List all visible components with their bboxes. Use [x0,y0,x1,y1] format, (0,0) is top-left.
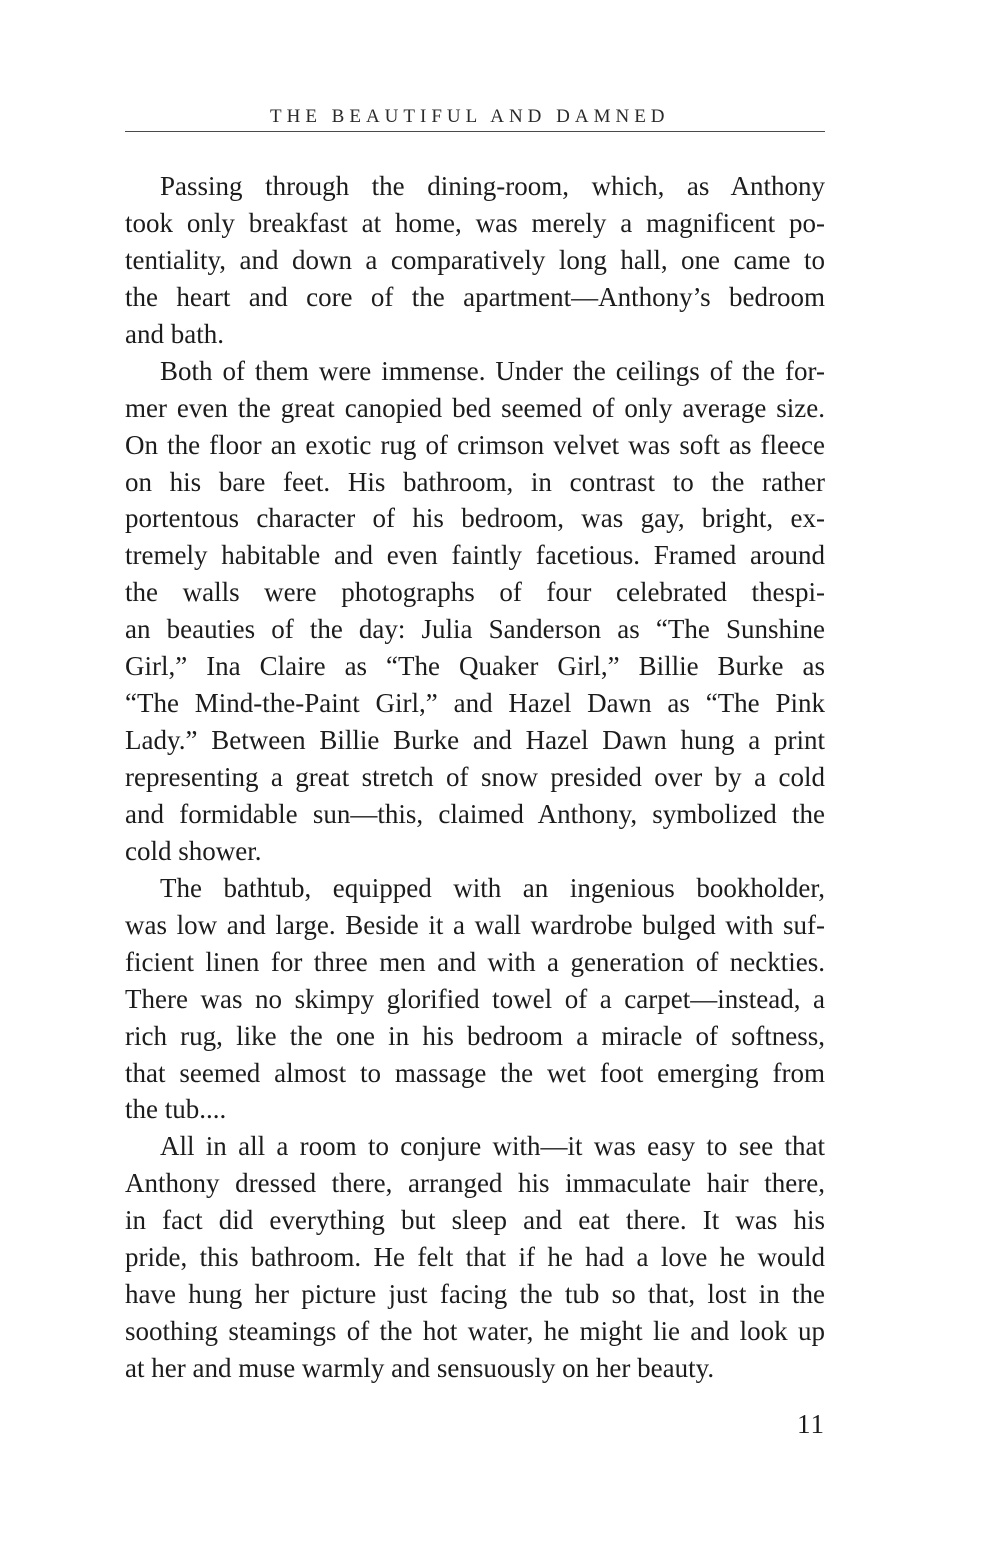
text-line: pride, this bathroom. He felt that if he had a love he would [125,1242,825,1273]
text-line: The bathtub, equipped with an ingenious bookholder, [160,872,825,903]
text-line: on his bare feet. His bathroom, in contrast to the rather [125,466,825,497]
text-line: mer even the great canopied bed seemed of only average size. [125,392,825,423]
text-line: the walls were photographs of four celebrated thespi- [125,577,825,608]
text-line: that seemed almost to massage the wet foot emerging from [125,1057,825,1088]
text-line: the heart and core of the apartment—Anthony’s bedroom [125,281,825,312]
text-line: soothing steamings of the hot water, he might lie and look up [125,1316,825,1347]
text-line: took only breakfast at home, was merely a magnificent po- [125,207,825,238]
text-line: “The Mind-the-Paint Girl,” and Hazel Dawn as “The Pink [125,688,825,719]
text-line: tentiality, and down a comparatively long hall, one came to [125,244,825,275]
text-line: and formidable sun—this, claimed Anthony, symbolized the [125,798,825,829]
text-line: representing a great stretch of snow presided over by a cold [125,762,825,792]
text-line: portentous character of his bedroom, was gay, bright, ex- [125,503,825,534]
page-number: 11 [797,1409,825,1439]
text-line: cold shower. [125,835,262,866]
text-line: was low and large. Beside it a wall wardrobe bulged with suf- [125,909,825,940]
text-line: All in all a room to conjure with—it was easy to see that [160,1131,825,1162]
paragraph [125,1128,825,1387]
paragraph [125,168,825,353]
header-rule [125,131,825,132]
text-line: tremely habitable and even faintly facetious. Framed around [125,540,825,571]
text-line: Both of them were immense. Under the ceilings of the for- [160,355,825,386]
text-line: Girl,” Ina Claire as “The Quaker Girl,” Billie Burke as [125,651,825,682]
text-line: in fact did everything but sleep and eat there. It was his [125,1205,825,1236]
paragraph [125,353,825,870]
text-line: ficient linen for three men and with a generation of neckties. [125,946,825,977]
text-line: Passing through the dining-room, which, as Anthony [160,171,825,201]
text-line: On the floor an exotic rug of crimson velvet was soft as fleece [125,429,825,460]
text-line: There was no skimpy glorified towel of a carpet—instead, a [125,983,825,1014]
text-line: the tub.... [125,1094,227,1125]
text-line: and bath. [125,318,224,349]
paragraph [125,870,825,1129]
text-line: Anthony dressed there, arranged his immaculate hair there, [125,1168,825,1199]
text-line: Lady.” Between Billie Burke and Hazel Dawn hung a print [125,725,825,756]
running-header: THE BEAUTIFUL AND DAMNED [270,106,670,127]
text-line: an beauties of the day: Julia Sanderson as “The Sunshine [125,614,825,645]
text-line: rich rug, like the one in his bedroom a miracle of softness, [125,1020,825,1051]
text-line: have hung her picture just facing the tub so that, lost in the [125,1279,825,1310]
body-text [125,168,825,1387]
text-line: at her and muse warmly and sensuously on her beauty. [125,1353,715,1383]
